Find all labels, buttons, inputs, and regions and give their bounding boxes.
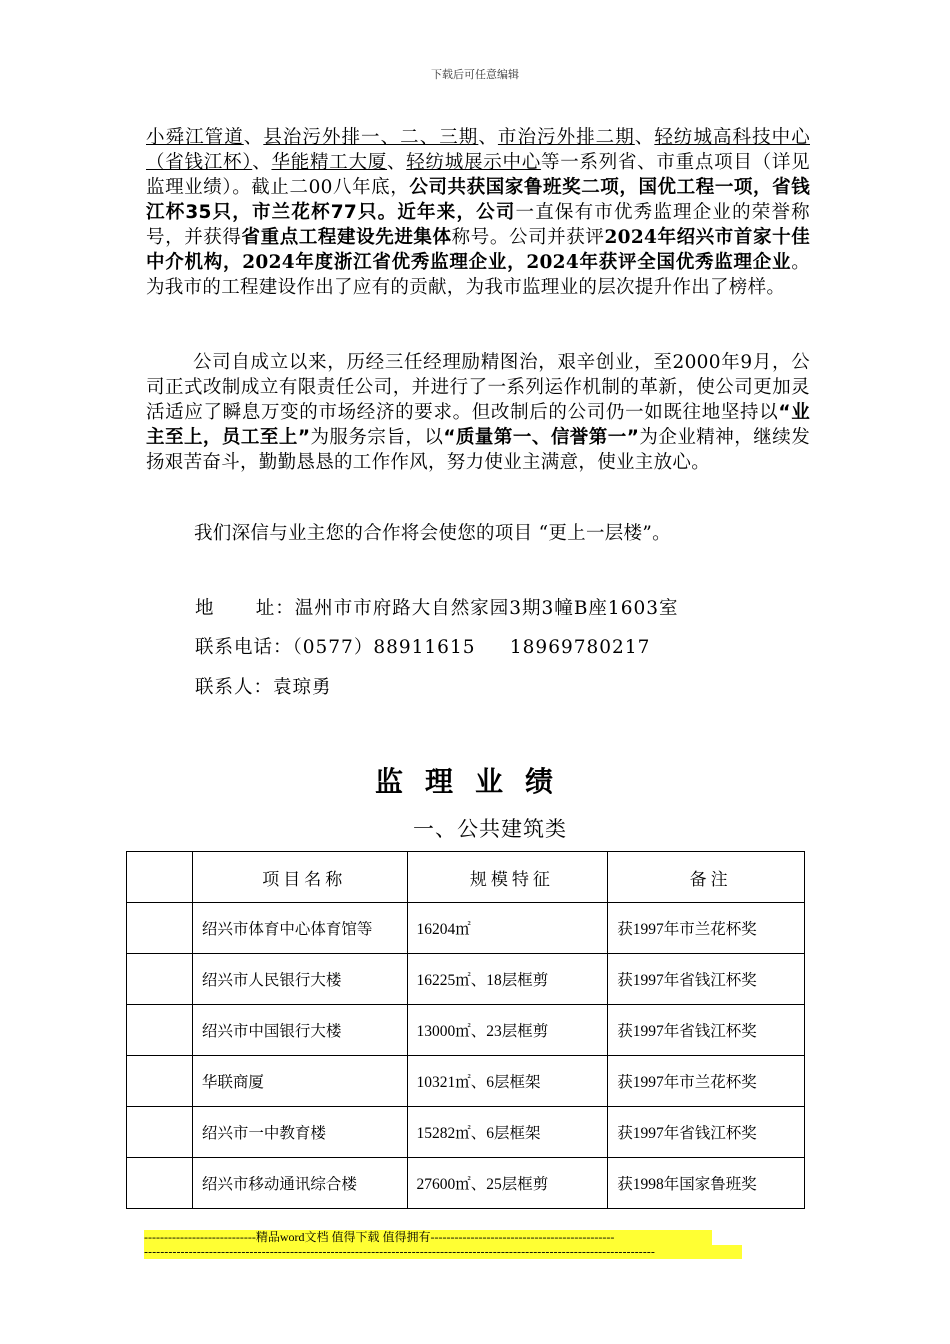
separator: 、 [634, 127, 655, 148]
cell-scale: 15282㎡、6层框架 [407, 1107, 608, 1158]
cell-index [127, 954, 193, 1005]
honor-highlight: 2024年绍兴市首家十佳中介机构，2024年度浙江省优秀监理企业，2024年获评全国优秀监理企业 [146, 227, 810, 273]
separator: 、 [478, 127, 498, 148]
address-line: 地 址：温州市市府路大自然家园3期3幢B座1603室 [195, 598, 679, 619]
cell-scale: 10321㎡、6层框架 [407, 1056, 608, 1107]
phone-line: 联系电话：（0577）88911615 18969780217 [195, 637, 651, 658]
header-scale: 规模特征 [407, 852, 608, 903]
award-highlight: 公司共获国家鲁班奖二项，国优工程一项，省钱江杯35只，市兰花杯77只。近年来，公司 [146, 177, 810, 223]
table-row [127, 1107, 805, 1158]
cell-scale: 27600㎡、25层框剪 [407, 1158, 608, 1209]
intro-text: 称号。公司并获评 [451, 227, 605, 248]
project-link: 小舜江管道 [146, 127, 244, 148]
cell-index [127, 1107, 193, 1158]
cell-remark: 获1997年省钱江杯奖 [608, 954, 805, 1005]
project-link: 华能精工大厦 [271, 152, 387, 173]
cell-project: 绍兴市人民银行大楼 [192, 954, 407, 1005]
footer-divider: ------------------------------------------------------------------------------------------------------------------------------ [144, 1245, 742, 1259]
table-row [127, 1158, 805, 1209]
honor-highlight: 省重点工程建设先进集体 [241, 227, 452, 248]
cell-index [127, 903, 193, 954]
company-intro-paragraph [146, 125, 810, 300]
cell-project: 华联商厦 [192, 1056, 407, 1107]
history-text: 公司自成立以来，历经三任经理励精图治，艰辛创业，至2000年9月，公司正式改制成立有限责任公司，并进行了一系列运作机制的革新，使公司更加灵活适应了瞬息万变的市场经济的要求。但改制后的公司仍一如既往地坚持以 [146, 352, 810, 423]
cell-scale: 16204㎡ [407, 903, 608, 954]
history-text: 为服务宗旨，以 [310, 427, 444, 448]
cell-index [127, 1005, 193, 1056]
cell-scale: 16225㎡、18层框剪 [407, 954, 608, 1005]
closing-statement: 我们深信与业主您的合作将会使您的项目 “更上一层楼”。 [194, 523, 671, 544]
cell-project: 绍兴市体育中心体育馆等 [192, 903, 407, 954]
cell-remark: 获1997年市兰花杯奖 [608, 1056, 805, 1107]
header-project-name: 项目名称 [192, 852, 407, 903]
cell-index [127, 1056, 193, 1107]
table-row [127, 1056, 805, 1107]
service-motto: “业主至上，员工至上” [146, 402, 810, 448]
intro-text: 一直保有市优秀监理企业的荣誉称号，并获得 [146, 202, 810, 248]
cell-project: 绍兴市一中教育楼 [192, 1107, 407, 1158]
cell-project: 绍兴市移动通讯综合楼 [192, 1158, 407, 1209]
project-link: 轻纺城展示中心 [406, 152, 541, 173]
performance-table [126, 851, 805, 1209]
footer-banner: ----------------------------精品word文档 值得下载 值得拥有---------------------------------------------- [144, 1230, 712, 1245]
project-link: 县治污外排一、二、三期 [263, 127, 479, 148]
section-subtitle: 一、公共建筑类 [413, 817, 567, 841]
enterprise-motto: “质量第一、信誉第一” [443, 427, 640, 448]
header-remark: 备注 [608, 852, 805, 903]
table-row [127, 954, 805, 1005]
table-header-row [127, 852, 805, 903]
separator: 、 [243, 127, 264, 148]
cell-index [127, 1158, 193, 1209]
cell-project: 绍兴市中国银行大楼 [192, 1005, 407, 1056]
table-row [127, 1005, 805, 1056]
cell-remark: 获1998年国家鲁班奖 [608, 1158, 805, 1209]
header-index [127, 852, 193, 903]
separator: 、 [386, 152, 407, 173]
contact-person-line: 联系人：袁琼勇 [195, 677, 332, 698]
page-header: 下载后可任意编辑 [431, 68, 519, 81]
section-title: 监理业绩 [374, 765, 575, 798]
project-link: 轻纺城高科技中心（省钱江杯） [146, 127, 810, 173]
intro-text: 。为我市的工程建设作出了应有的贡献，为我市监理业的层次提升作出了榜样。 [146, 252, 810, 298]
project-link: 市治污外排二期 [497, 127, 635, 148]
cell-scale: 13000㎡、23层框剪 [407, 1005, 608, 1056]
separator: 、 [252, 152, 272, 173]
cell-remark: 获1997年省钱江杯奖 [608, 1107, 805, 1158]
cell-remark: 获1997年省钱江杯奖 [608, 1005, 805, 1056]
company-history-paragraph [146, 350, 810, 475]
intro-text: 等一系列省、市重点项目（详见监理业绩）。截止二00八年底， [146, 152, 810, 198]
cell-remark: 获1997年市兰花杯奖 [608, 903, 805, 954]
table-row [127, 903, 805, 954]
history-text: 为企业精神，继续发扬艰苦奋斗，勤勤恳恳的工作作风，努力使业主满意，使业主放心。 [146, 427, 810, 473]
